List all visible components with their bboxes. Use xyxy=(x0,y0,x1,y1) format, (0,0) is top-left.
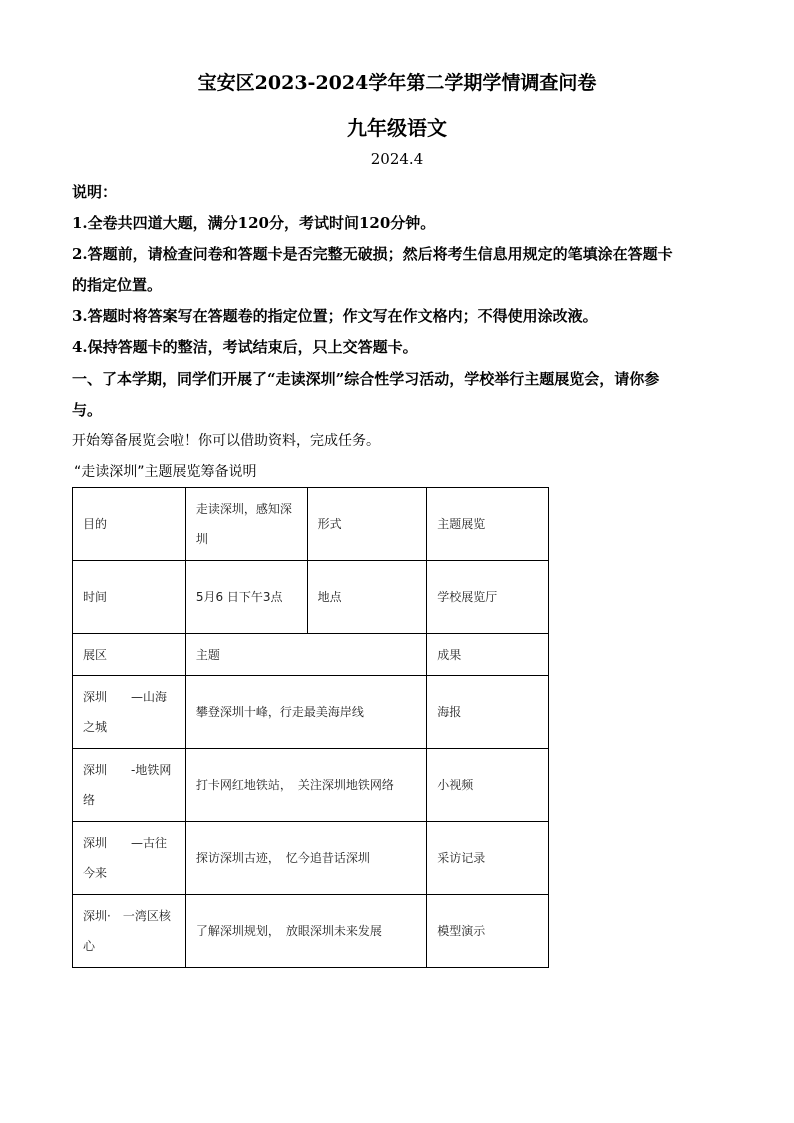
exam-subject: 九年级语文 xyxy=(347,116,447,140)
instruction-item: 2.答题前，请检查问卷和答题卡是否完整无破损；然后将考生信息用规定的笔填涂在答题卡 xyxy=(72,245,673,263)
instruction-item: 的指定位置。 xyxy=(72,276,163,294)
section-intro-cont: 与。 xyxy=(72,401,103,419)
result-cell: 海报 xyxy=(427,676,549,749)
place-value: 学校展览厅 xyxy=(427,561,549,634)
form-label: 形式 xyxy=(307,488,427,561)
zone-cell: 深圳 —古往今来 xyxy=(73,822,186,895)
exam-date: 2024.4 xyxy=(370,150,424,168)
form-value: 主题展览 xyxy=(427,488,549,561)
result-cell: 小视频 xyxy=(427,749,549,822)
table-row xyxy=(73,488,549,561)
table-row xyxy=(73,895,549,968)
table-row xyxy=(73,676,549,749)
time-value: 5月6 日下午3点 xyxy=(185,561,307,634)
task-instruction: 开始筹备展览会啦！你可以借助资料，完成任务。 xyxy=(72,433,380,449)
instruction-item: 4.保持答题卡的整洁，考试结束后，只上交答题卡。 xyxy=(72,338,418,356)
col-result-header: 成果 xyxy=(427,634,549,676)
table-row xyxy=(73,822,549,895)
theme-cell: 探访深圳古迹， 忆今追昔话深圳 xyxy=(185,822,426,895)
instruction-item: 3.答题时将答案写在答题卷的指定位置；作文写在作文格内；不得使用涂改液。 xyxy=(72,307,598,325)
zone-cell: 深圳 —山海之城 xyxy=(73,676,186,749)
col-theme-header: 主题 xyxy=(185,634,426,676)
theme-cell: 攀登深圳十峰，行走最美海岸线 xyxy=(185,676,426,749)
table-row xyxy=(73,749,549,822)
col-zone-header: 展区 xyxy=(73,634,186,676)
table-caption: “走读深圳”主题展览筹备说明 xyxy=(74,464,257,480)
exhibition-plan-table xyxy=(72,487,549,968)
purpose-label: 目的 xyxy=(73,488,186,561)
theme-cell: 了解深圳规划， 放眼深圳未来发展 xyxy=(185,895,426,968)
place-label: 地点 xyxy=(307,561,427,634)
zone-cell: 深圳· 一湾区核心 xyxy=(73,895,186,968)
table-row xyxy=(73,561,549,634)
instruction-item: 1.全卷共四道大题，满分120分，考试时间120分钟。 xyxy=(72,214,436,232)
theme-cell: 打卡网红地铁站， 关注深圳地铁网络 xyxy=(185,749,426,822)
zone-cell: 深圳 -地铁网络 xyxy=(73,749,186,822)
result-cell: 采访记录 xyxy=(427,822,549,895)
section-intro: 一、了本学期，同学们开展了“走读深圳”综合性学习活动，学校举行主题展览会，请你参 xyxy=(72,370,660,388)
instructions-heading: 说明： xyxy=(72,183,118,201)
purpose-value: 走读深圳，感知深圳 xyxy=(185,488,307,561)
exam-title: 宝安区2023-2024学年第二学期学情调查问卷 xyxy=(197,72,597,94)
time-label: 时间 xyxy=(73,561,186,634)
result-cell: 模型演示 xyxy=(427,895,549,968)
table-header-row xyxy=(73,634,549,676)
